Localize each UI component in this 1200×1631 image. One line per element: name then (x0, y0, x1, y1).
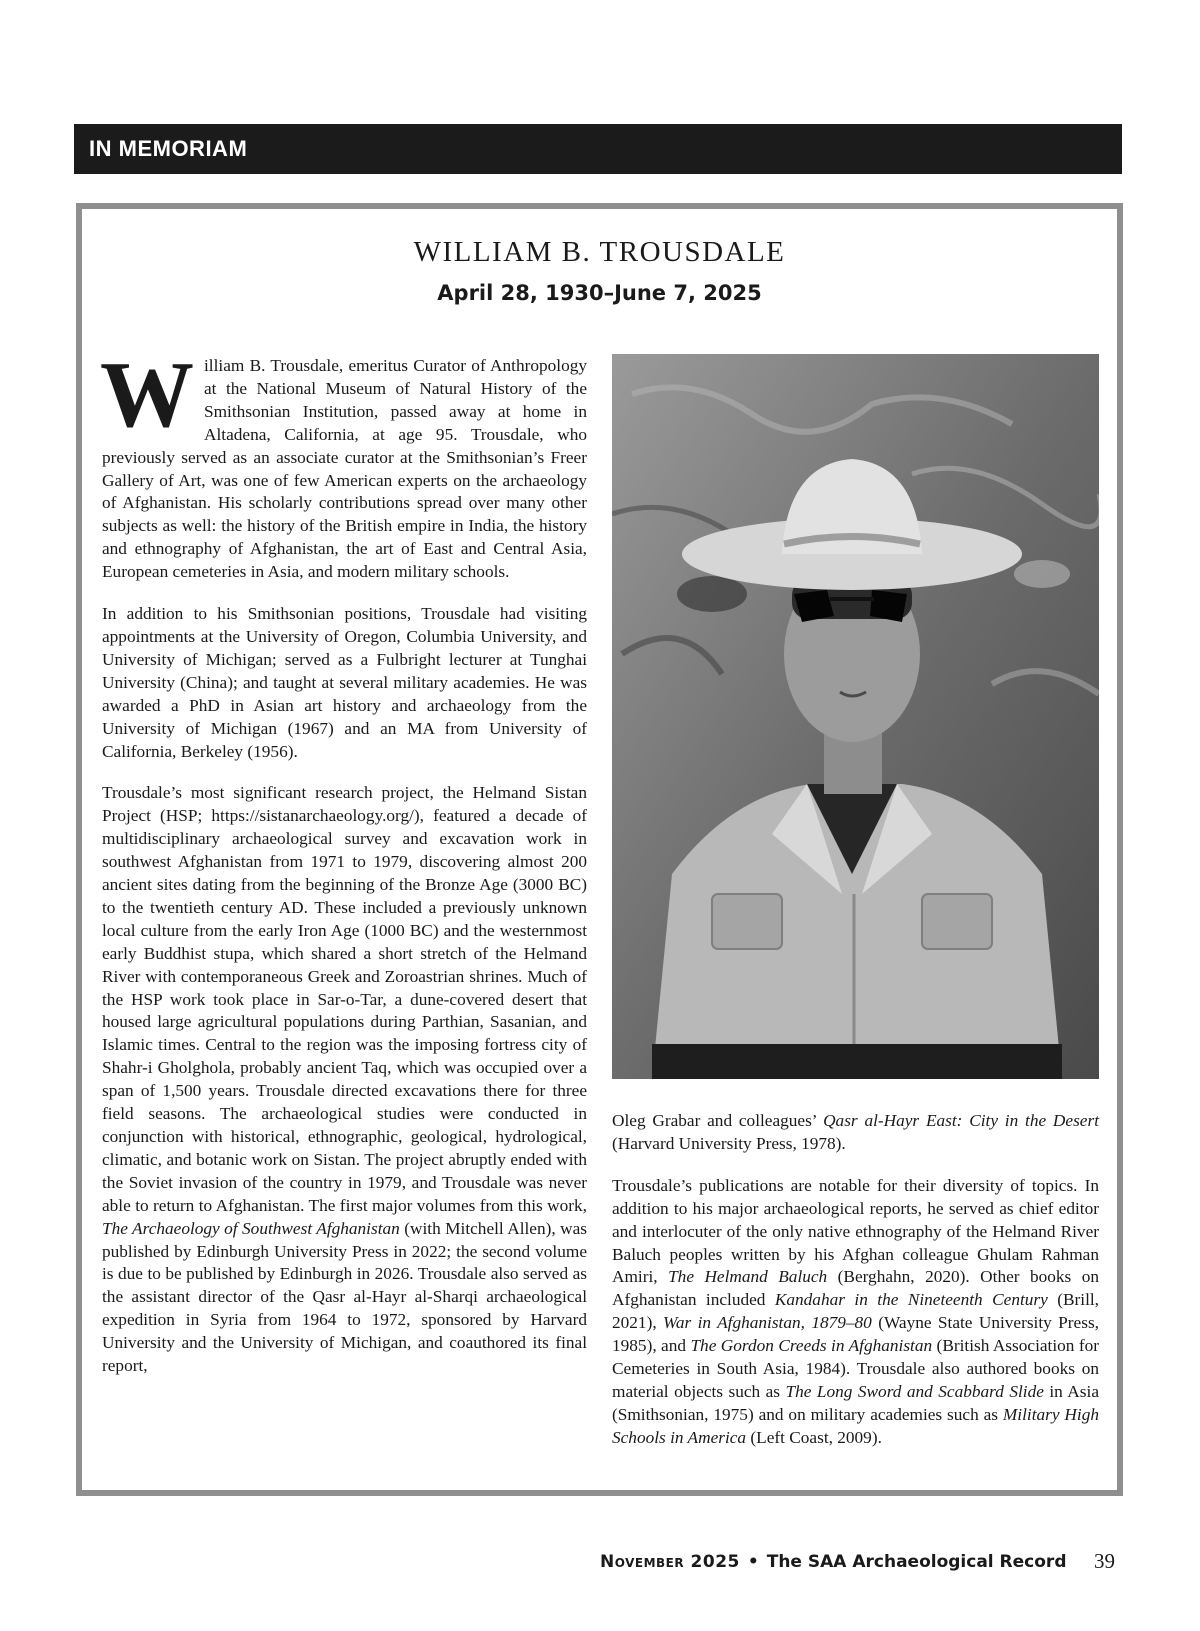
page-number: 39 (1094, 1549, 1115, 1573)
section-header (74, 124, 1122, 174)
section-label: IN MEMORIAM (89, 136, 248, 161)
portrait-photo (612, 354, 1099, 1079)
book-title: Military High Schools in America (612, 1404, 1099, 1447)
paragraph-4: Oleg Grabar and colleagues’ Qasr al-Hayr East: City in the Desert (Harvard University Press, 1978). (612, 1111, 1099, 1153)
footer-month: November 2025 (600, 1552, 740, 1572)
book-title: The Archaeology of Southwest Afghanistan (102, 1218, 400, 1238)
paragraph-1 (100, 343, 587, 584)
obituary-name: WILLIAM B. TROUSDALE (413, 236, 786, 268)
right-column (612, 1110, 1099, 1469)
book-title: The Helmand Baluch (668, 1267, 828, 1287)
paragraph-3: Trousdale’s most significant research project, the Helmand Sistan Project (HSP; https://sistanarchaeology.org/), featured a decade of multidisciplinary archaeological survey and excavation work in southwest Afghanistan from 1971 to 1979, discovering almost 200 ancient sites dating from the beginning of the Bronze Age (3000 BC) to the twentieth century AD. These included a previously unknown local culture from the early Iron Age (1000 BC) and the westernmost early Buddhist stupa, which shared a short stretch of the Helmand River with contemporaneous Greek and Zoroastrian shrines. Much of the HSP work took place in Sar-o-Tar, a dune-covered desert that housed large agricultural populations during Parthian, Sasanian, and Islamic times. Central to the region was the imposing fortress city of Shahr-i Gholghola, probably ancient Taq, which was occupied over a span of 1,500 years. Trousdale directed excavations there for three field seasons. The archaeological studies were conducted in conjunction with historical, ethnographic, geological, hydrological, climatic, and botanic work on Sistan. The project abruptly ended with the Soviet invasion of the country in 1979, and Trousdale was never able to return to Afghanistan. The first major volumes from this work, The Archaeology of Southwest Afghanistan (with Mitchell Allen), was published by Edinburgh University Press in 2022; the second volume is due to be published by Edinburgh in 2026. Trousdale also served as the assistant director of the Qasr al-Hayr al-Sharqi archaeological expedition in Syria from 1964 to 1972, sponsored by Harvard University and the University of Michigan, and coauthored its final report, (102, 783, 587, 1376)
book-title: Kandahar in the Nineteenth Century (774, 1290, 1048, 1310)
paragraph-5: Trousdale’s publications are notable for their diversity of topics. In addition to his major archaeological reports, he served as chief editor and interlocuter of the only native ethnography of the Helmand River Baluch peoples written by his Afghan colleague Ghulam Rahman Amiri, The Helmand Baluch (Berghahn, 2020). Other books on Afghanistan included Kandahar in the Nineteenth Century (Brill, 2021), War in Afghanistan, 1879–80 (Wayne State University Press, 1985), and The Gordon Creeds in Afghanistan (British Association for Cemeteries in South Asia, 1984). Trousdale also authored books on material objects such as The Long Sword and Scabbard Slide in Asia (Smithsonian, 1975) and on military academies such as Military High Schools in America (Left Coast, 2009). (612, 1175, 1099, 1447)
book-title: War in Afghanistan, 1879–80 (663, 1313, 872, 1333)
obituary-dates: April 28, 1930–June 7, 2025 (437, 281, 762, 305)
left-column (100, 343, 587, 1397)
book-title: The Gordon Creeds in Afghanistan (690, 1336, 933, 1356)
drop-cap: W (100, 343, 194, 447)
footer-publication: The SAA Archaeological Record (766, 1552, 1067, 1572)
book-title: The Long Sword and Scabbard Slide (785, 1381, 1044, 1401)
portrait-photo-illustration (612, 354, 1099, 1079)
footer-bullet: • (747, 1552, 759, 1572)
page-footer (600, 1552, 1066, 1572)
paragraph-1-text: illiam B. Trousdale, emeritus Curator of Anthropology at the National Museum of Natural History of the Smithsonian Institution, passed away at home in Altadena, California, at age 95. Trousdale, who previously served as an associate curator at the Smithsonian’s Freer Gallery of Art, was one of few American experts on the archaeology of Afghanistan. His scholarly contributions spread over many other subjects as well: the history of the British empire in India, the history and ethnography of Afghanistan, the art of East and Central Asia, European cemeteries in Asia, and modern military schools. (102, 356, 587, 582)
paragraph-2: In addition to his Smithsonian positions, Trousdale had visiting appointments at the University of Oregon, Columbia University, and University of Michigan; served as a Fulbright lecturer at Tunghai University (China); and taught at several military academies. He was awarded a PhD in Asian art history and archaeology from the University of Michigan (1967) and an MA from University of California, Berkeley (1956). (102, 604, 587, 761)
book-title: Qasr al-Hayr East: City in the Desert (823, 1111, 1099, 1130)
